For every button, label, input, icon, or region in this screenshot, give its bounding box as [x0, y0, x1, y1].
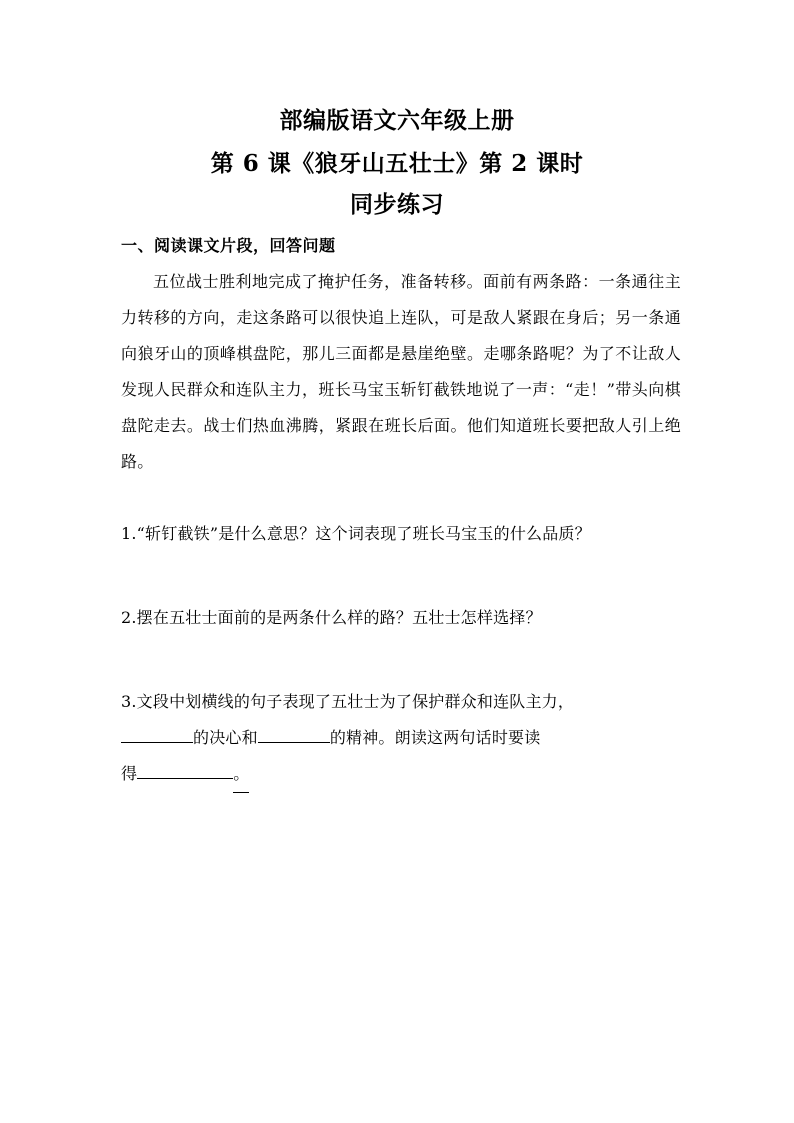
- question-3-text-b: 的精神。朗读这两句话时要读: [329, 728, 541, 747]
- question-3-line-1: 3.文段中划横线的句子表现了五壮士为了保护群众和连队主力，: [121, 692, 575, 711]
- question-2: 2.摆在五壮士面前的是两条什么样的路？五壮士怎样选择？: [121, 608, 542, 627]
- question-3-text-c: 得: [121, 764, 138, 783]
- question-3-line-3: [121, 756, 681, 793]
- answer-blank-2[interactable]: [258, 724, 330, 743]
- question-3-line-2: [121, 720, 681, 756]
- question-3-text-a: 的决心和: [193, 728, 258, 747]
- answer-blank-1[interactable]: [121, 724, 193, 743]
- title-textbook: 部编版语文六年级上册: [279, 107, 515, 134]
- section-heading: 一、阅读课文片段，回答问题: [121, 236, 336, 255]
- question-1: 1.“斩钉截铁”是什么意思？这个词表现了班长马宝玉的什么品质？: [121, 524, 591, 543]
- question-3-end: 。: [233, 756, 249, 793]
- question-3: [121, 684, 681, 793]
- title-exercise: 同步练习: [350, 191, 444, 218]
- answer-blank-3[interactable]: [137, 760, 233, 779]
- title-lesson: 第 6 课《狼牙山五壮士》第 2 课时: [210, 150, 584, 177]
- reading-passage: 五位战士胜利地完成了掩护任务，准备转移。面前有两条路：一条通往主力转移的方向，走这条路可以很快追上连队，可是敌人紧跟在身后；另一条通向狼牙山的顶峰棋盘陀，那儿三面都是悬崖绝壁。走哪条路呢？为了不让敌人发现人民群众和连队主力，班长马宝玉斩钉截铁地说了一声：“走！”带头向棋盘陀走去。战士们热血沸腾，紧跟在班长后面。他们知道班长要把敌人引上绝路。: [121, 272, 681, 471]
